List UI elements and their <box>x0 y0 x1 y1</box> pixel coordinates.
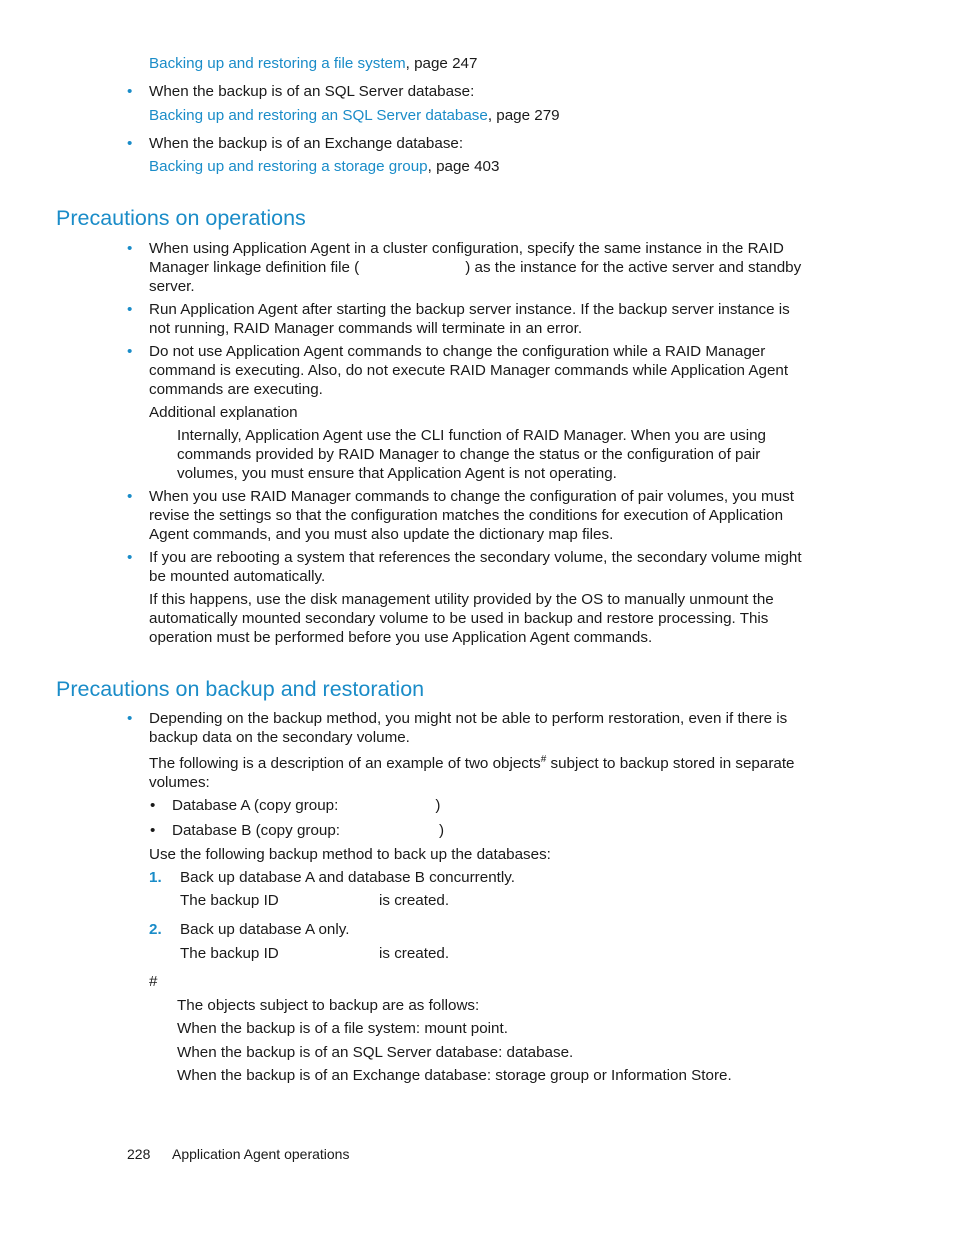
step-number-1: 1. <box>149 869 162 886</box>
link-storage-group[interactable]: Backing up and restoring a storage group <box>149 158 428 175</box>
step-1-backup-id-suffix: is created. <box>379 892 450 909</box>
backup-bullet-1: Depending on the backup method, you might not be able to perform restoration, even if there is backup data on the secondary volume. <box>149 710 788 746</box>
footnote-line: The objects subject to backup are as follows: <box>177 997 480 1014</box>
bullet-icon: • <box>127 135 133 152</box>
footnote-marker: # <box>540 754 547 765</box>
bullet-icon: • <box>127 488 133 505</box>
additional-explanation-label: Additional explanation <box>149 404 298 421</box>
operations-bullet-4: When you use RAID Manager commands to change the configuration of pair volumes, you must revise the settings so that the configuration matches the conditions for execution of Application Agent commands, and you must also update the dictionary map files. <box>149 488 794 543</box>
section-heading-operations: Precautions on operations <box>56 206 306 230</box>
step-2-backup-id-suffix: is created. <box>379 945 450 962</box>
footer-chapter-title: Application Agent operations <box>172 1146 350 1162</box>
database-a-line: Database A (copy group: ) <box>172 797 441 814</box>
footnote-line: When the backup is of an SQL Server database: database. <box>177 1044 574 1061</box>
bullet-icon: • <box>127 301 133 318</box>
bullet-icon: • <box>127 710 133 727</box>
footnote-line: When the backup is of a file system: mount point. <box>177 1020 508 1037</box>
bullet-icon: • <box>127 343 133 360</box>
bullet-icon: • <box>127 549 133 566</box>
step-1-backup-id-label: The backup ID <box>180 892 279 909</box>
page-number: 228 <box>127 1146 151 1162</box>
step-1-text: Back up database A and database B concurrently. <box>180 869 515 886</box>
footnote-hash: # <box>149 973 158 990</box>
section-heading-backup-restoration: Precautions on backup and restoration <box>56 677 425 701</box>
footnote-line: When the backup is of an Exchange database: storage group or Information Store. <box>177 1067 732 1084</box>
ref-line-exchange: Backing up and restoring a storage group, page 403 <box>149 158 500 175</box>
bullet-icon: • <box>127 83 133 100</box>
step-2-backup-id-label: The backup ID <box>180 945 279 962</box>
bullet-icon: • <box>127 240 133 257</box>
operations-bullet-5-para: If this happens, use the disk management utility provided by the OS to manually unmount the automatically mounted secondary volume to be used in backup and restore processing. This operation must be performed before you use Application Agent commands. <box>149 591 774 646</box>
step-2-text: Back up database A only. <box>180 921 350 938</box>
link-file-system[interactable]: Backing up and restoring a file system <box>149 55 406 72</box>
ref-line-file-system: Backing up and restoring a file system, page 247 <box>149 55 478 72</box>
link-sql-server[interactable]: Backing up and restoring an SQL Server database <box>149 107 488 124</box>
step-number-2: 2. <box>149 921 162 938</box>
database-b-line: Database B (copy group: ) <box>172 822 445 839</box>
backup-description: The following is a description of an example of two objects# subject to backup stored in separate volumes: <box>149 754 795 791</box>
operations-bullet-5: If you are rebooting a system that references the secondary volume, the secondary volume might be mounted automatically. <box>149 549 802 585</box>
ref-intro-exchange: When the backup is of an Exchange database: <box>149 135 464 152</box>
sub-bullet-icon: • <box>150 797 156 814</box>
backup-method-text: Use the following backup method to back up the databases: <box>149 846 551 863</box>
sub-bullet-icon: • <box>150 822 156 839</box>
ref-intro-sql: When the backup is of an SQL Server database: <box>149 83 475 100</box>
additional-explanation-text: Internally, Application Agent use the CLI function of RAID Manager. When you are using commands provided by RAID Manager to change the status or the configuration of pair volumes, you must ensure that Application Agent is not operating. <box>177 427 767 482</box>
operations-bullet-3: Do not use Application Agent commands to change the configuration while a RAID Manager command is executing. Also, do not execute RAID Manager commands while Application Agent commands are executing. <box>149 343 789 398</box>
ref-line-sql: Backing up and restoring an SQL Server database, page 279 <box>149 107 560 124</box>
operations-bullet-1: When using Application Agent in a cluster configuration, specify the same instance in the RAID Manager linkage definition file ( ) as the instance for the active server and standby server. <box>149 240 802 295</box>
operations-bullet-2: Run Application Agent after starting the backup server instance. If the backup server instance is not running, RAID Manager commands will terminate in an error. <box>149 301 790 337</box>
